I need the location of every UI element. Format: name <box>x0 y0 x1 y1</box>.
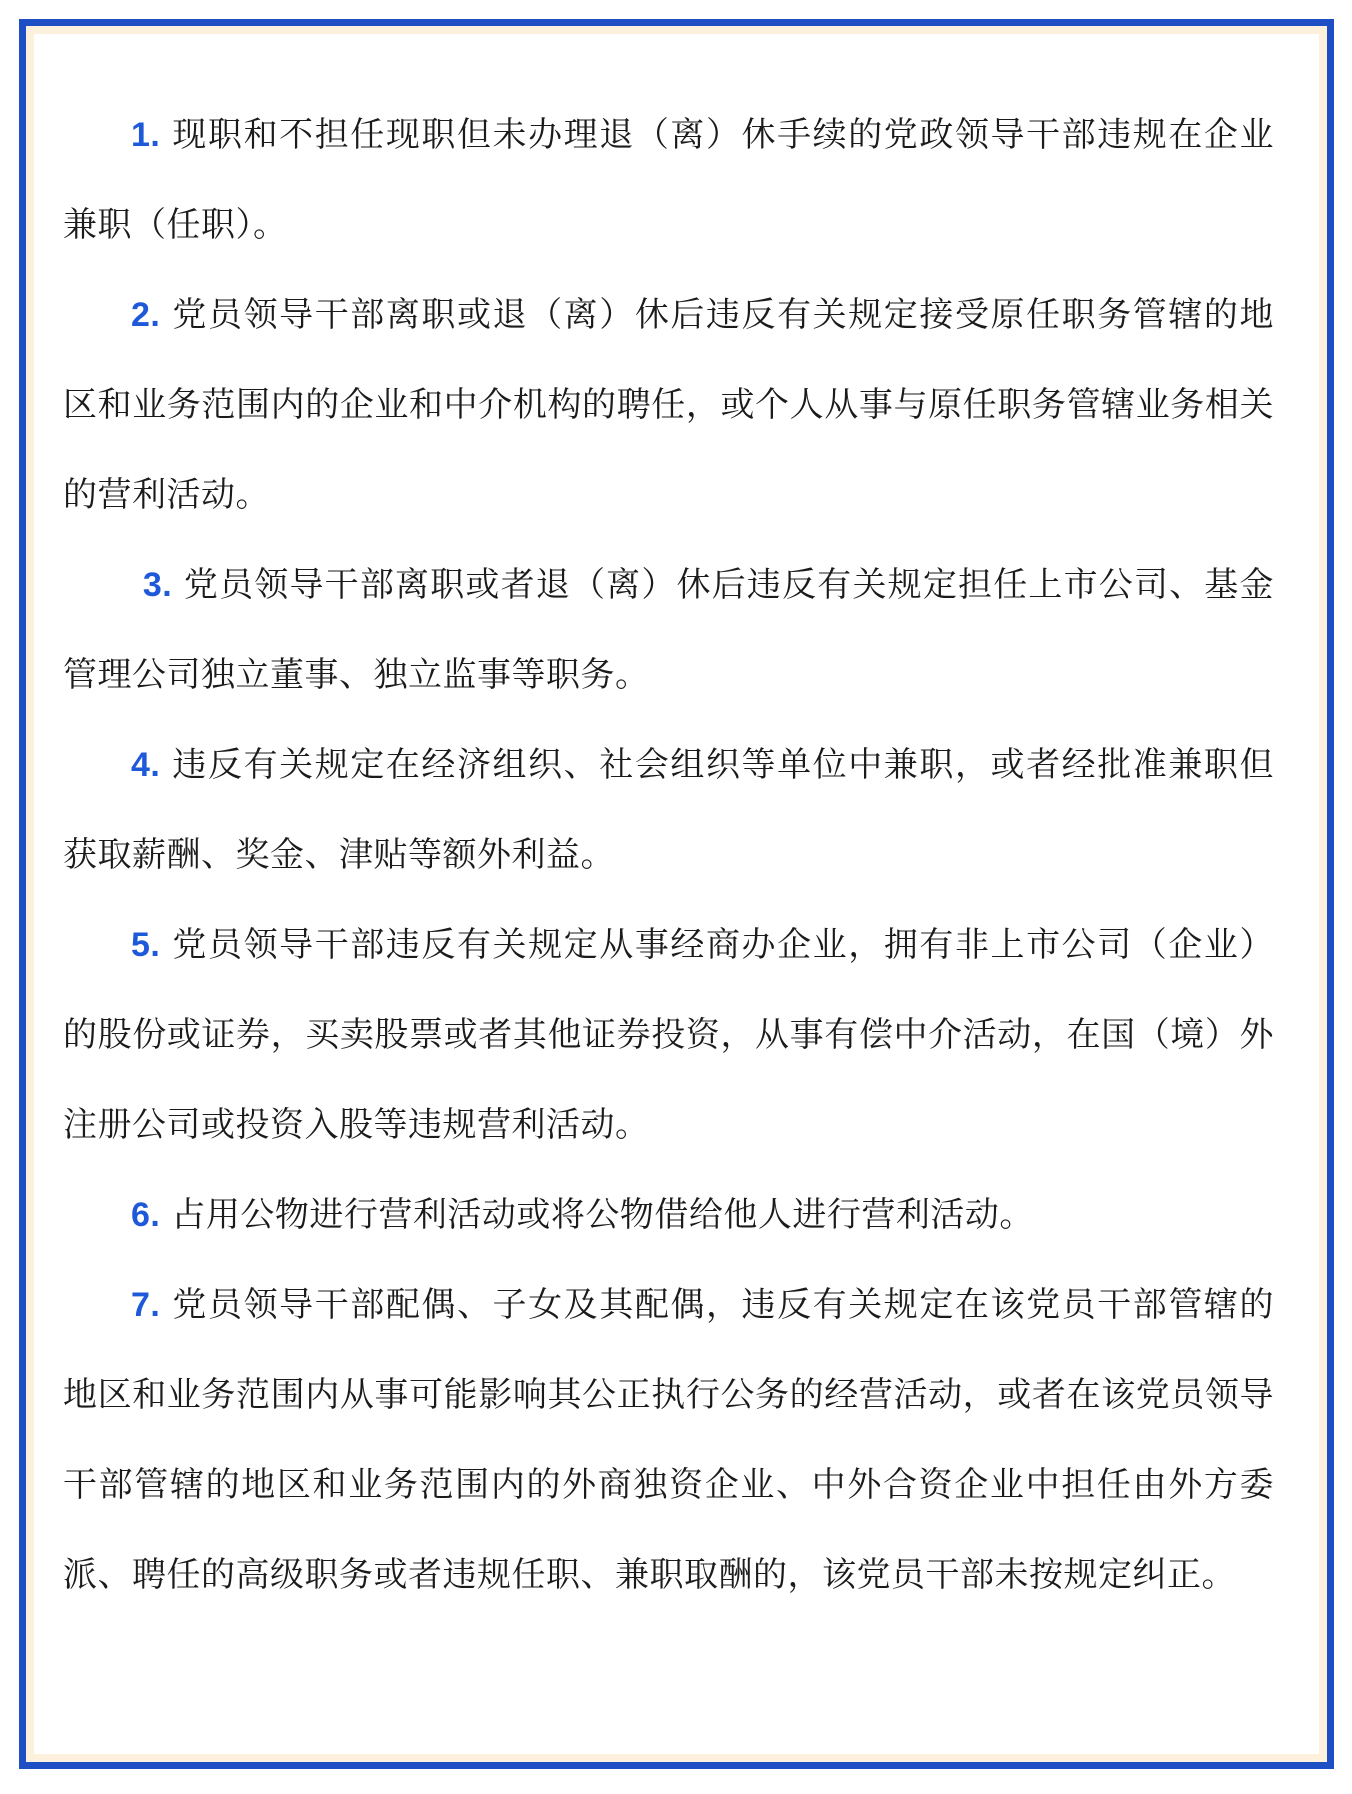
item-number: 2. <box>131 296 161 334</box>
item-text: 现职和不担任现职但未办理退（离）休手续的党政领导干部违规在企业兼职（任职）。 <box>63 116 1274 244</box>
item-number: 1. <box>131 116 161 154</box>
list-item-1 <box>63 90 1274 270</box>
item-number: 4. <box>131 746 161 784</box>
item-text: 违反有关规定在经济组织、社会组织等单位中兼职，或者经批准兼职但获取薪酬、奖金、津贴等额外利益。 <box>63 746 1274 874</box>
list-item-6 <box>63 1170 1274 1260</box>
document-body <box>34 34 1319 1754</box>
item-number: 7. <box>131 1286 161 1324</box>
item-text: 党员领导干部离职或退（离）休后违反有关规定接受原任职务管辖的地区和业务范围内的企业和中介机构的聘任，或个人从事与原任职务管辖业务相关的营利活动。 <box>63 296 1274 514</box>
item-text: 党员领导干部配偶、子女及其配偶，违反有关规定在该党员干部管辖的地区和业务范围内从事可能影响其公正执行公务的经营活动，或者在该党员领导干部管辖的地区和业务范围内的外商独资企业、中外合资企业中担任由外方委派、聘任的高级职务或者违规任职、兼职取酬的，该党员干部未按规定纠正。 <box>63 1286 1274 1594</box>
list-item-7 <box>63 1260 1274 1620</box>
document-frame <box>19 19 1334 1769</box>
list-item-2 <box>63 270 1274 540</box>
list-item-5 <box>63 900 1274 1170</box>
item-text: 党员领导干部离职或者退（离）休后违反有关规定担任上市公司、基金管理公司独立董事、独立监事等职务。 <box>63 566 1274 694</box>
list-item-4 <box>63 720 1274 900</box>
item-number: 3. <box>142 566 173 604</box>
item-text: 占用公物进行营利活动或将公物借给他人进行营利活动。 <box>171 1196 1034 1234</box>
item-number: 5. <box>131 926 161 964</box>
list-item-3 <box>63 540 1274 720</box>
item-text: 党员领导干部违反有关规定从事经商办企业，拥有非上市公司（企业）的股份或证券，买卖股票或者其他证券投资，从事有偿中介活动，在国（境）外注册公司或投资入股等违规营利活动。 <box>63 926 1274 1144</box>
item-number: 6. <box>131 1196 161 1234</box>
